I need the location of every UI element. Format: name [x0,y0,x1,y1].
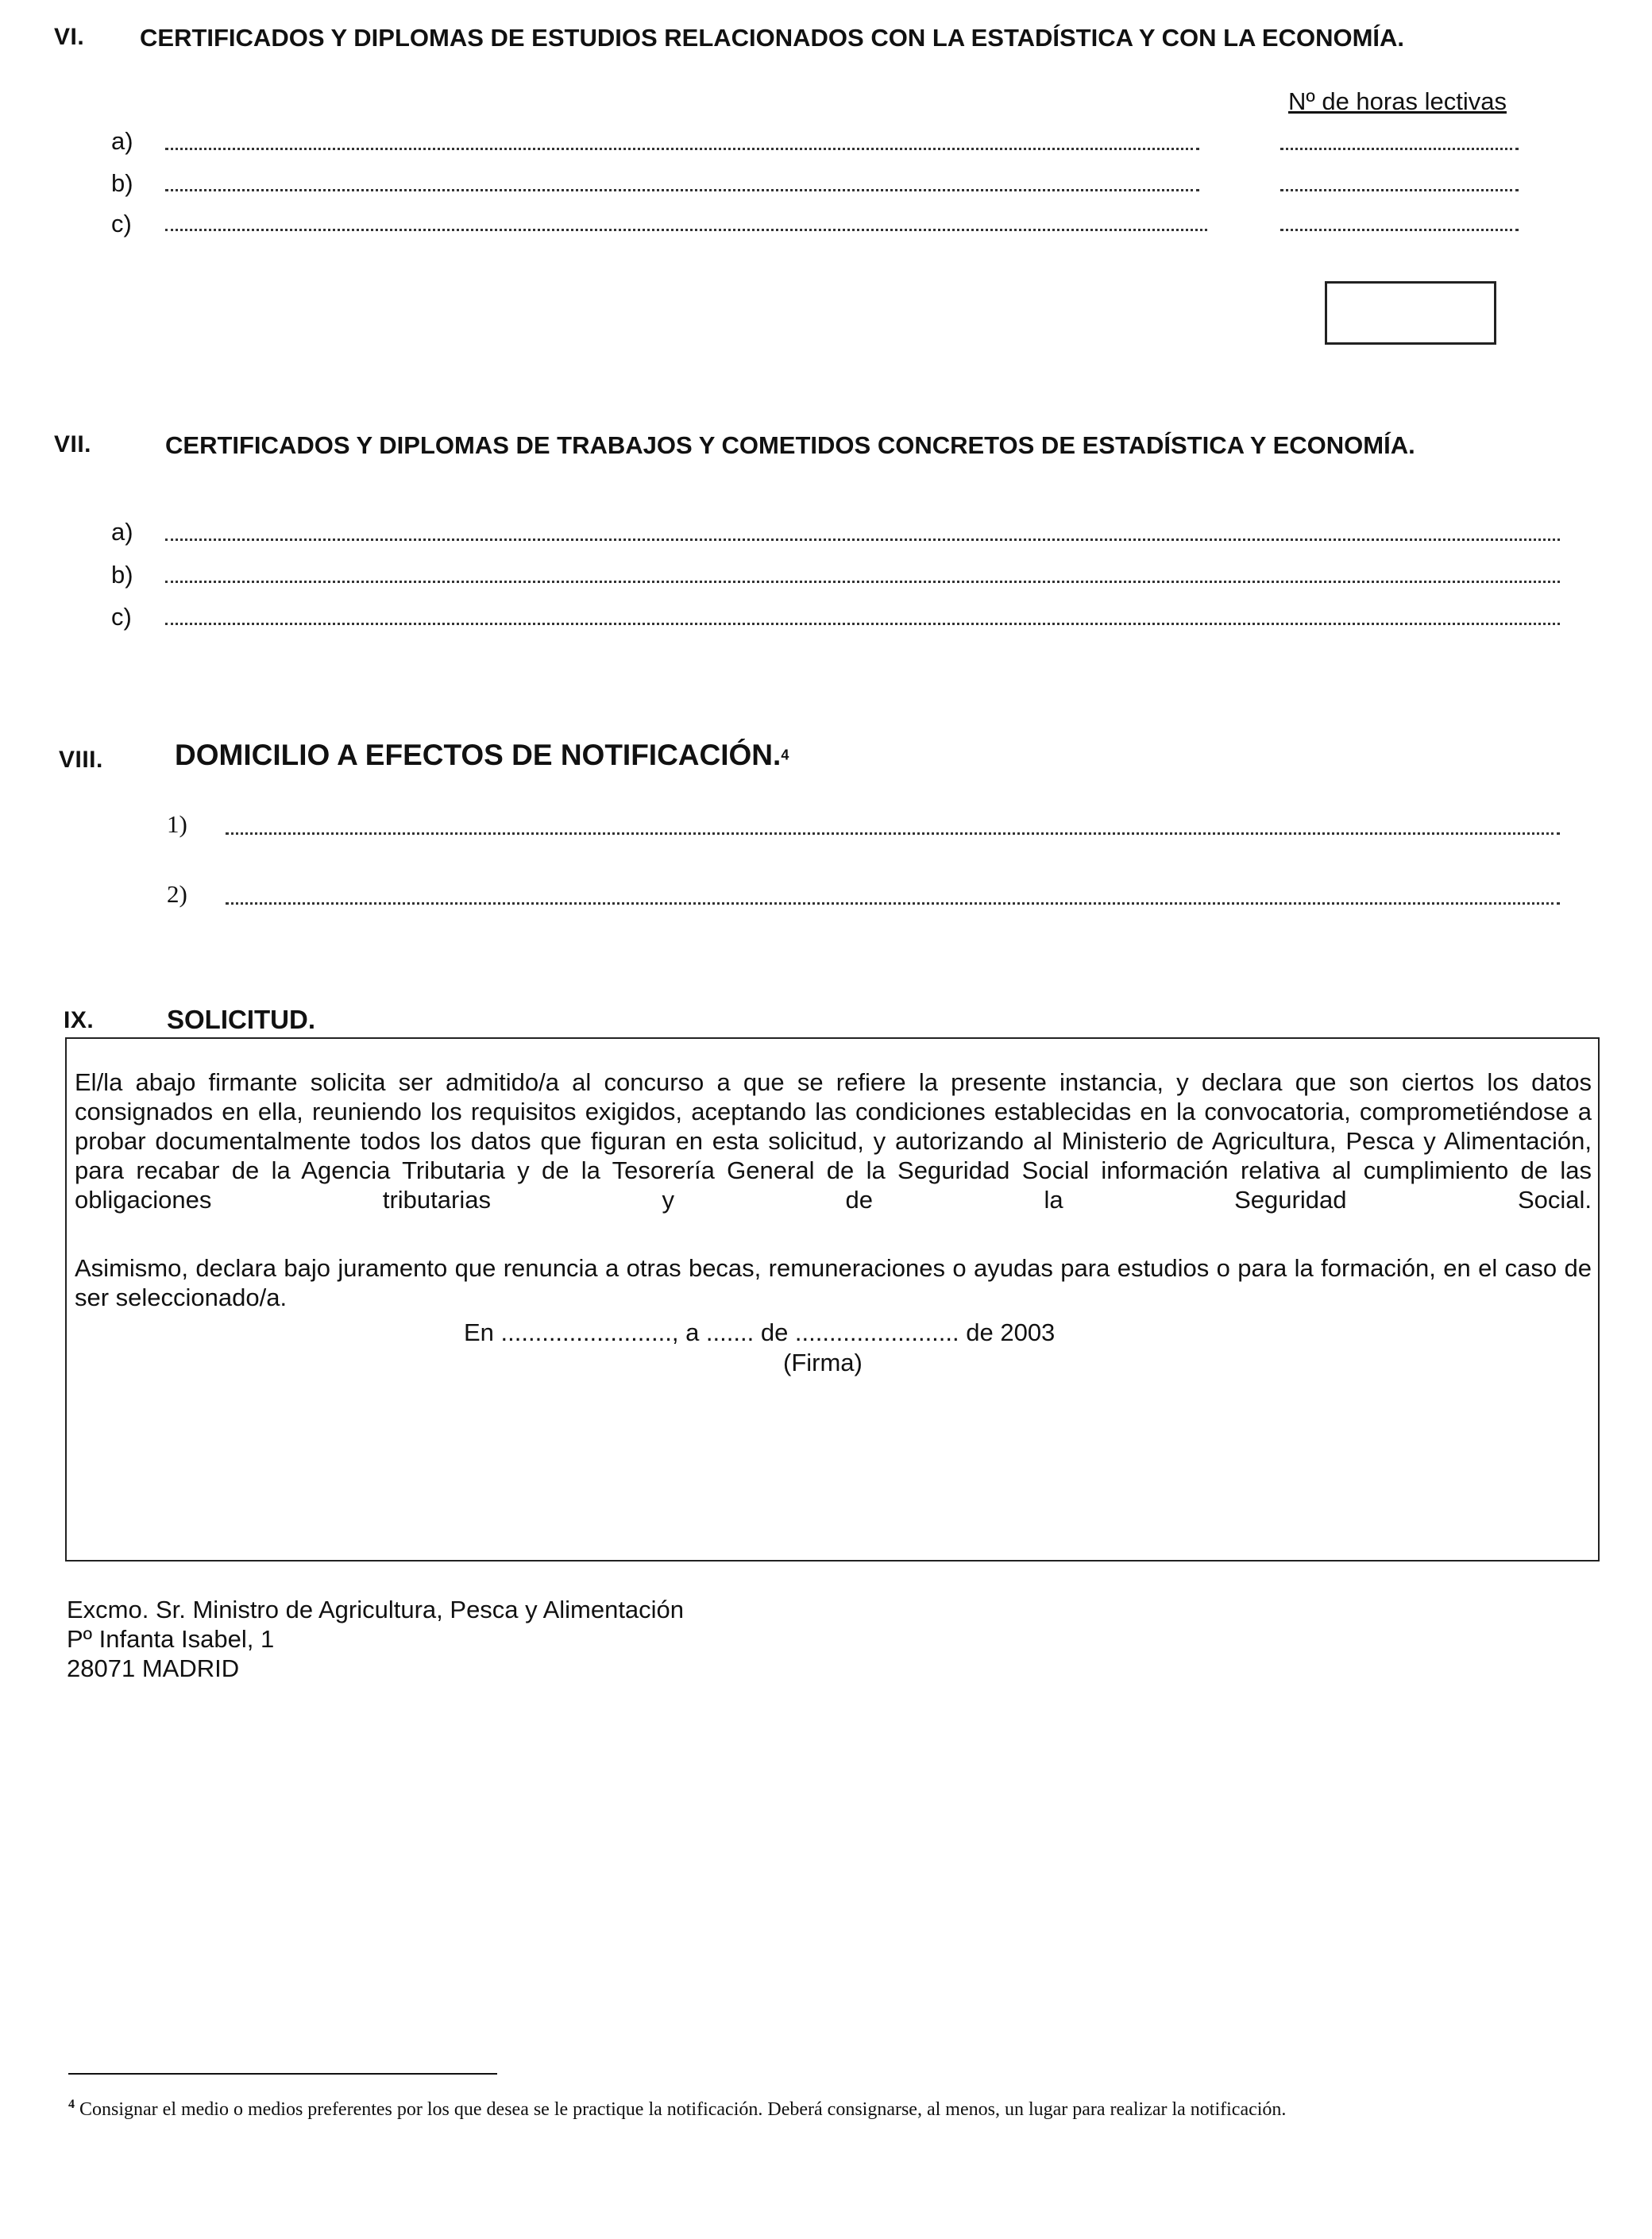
item-label-1: 1) [167,810,187,838]
course-field-a[interactable] [165,148,1199,150]
date-line[interactable]: En ........................., a ....... de ........................ de 2003 [464,1318,1056,1346]
item-label-c: c) [111,603,132,631]
item-label-2: 2) [167,880,187,908]
item-label-b: b) [111,169,133,197]
footnote-number: 4 [68,2098,75,2111]
footnote-text: Consignar el medio o medios preferentes por los que desea se le practique la notificación. Deberá consignarse, al menos, un lugar para realizar la notificación. [79,2099,1287,2120]
section-ix-title: SOLICITUD. [167,1005,315,1034]
footnote-ref: 4 [781,747,789,763]
hours-field-c[interactable] [1280,229,1519,231]
recipient-address [67,1595,684,1683]
section-vi-title: CERTIFICADOS Y DIPLOMAS DE ESTUDIOS RELACIONADOS CON LA ESTADÍSTICA Y CON LA ECONOMÍA. [140,24,1405,52]
solicitud-box [65,1037,1600,1562]
item-label-c: c) [111,210,132,237]
course-field-b[interactable] [165,189,1199,191]
hours-field-b[interactable] [1280,189,1519,191]
address-line-1: Excmo. Sr. Ministro de Agricultura, Pesca y Alimentación [67,1596,685,1623]
hours-header: Nº de horas lectivas [1288,87,1507,115]
section-vii-title: CERTIFICADOS Y DIPLOMAS DE TRABAJOS Y COMETIDOS CONCRETOS DE ESTADÍSTICA Y ECONOMÍA. [165,431,1415,459]
address-field-2[interactable] [226,902,1560,905]
section-viii-number: VIII. [59,747,103,773]
item-label-a: a) [111,518,133,546]
footnote-separator [68,2073,497,2075]
course-field-c[interactable] [165,229,1207,231]
work-field-c[interactable] [165,623,1560,625]
solicitud-paragraph-1: El/la abajo firmante solicita ser admitido/a al concurso a que se refiere la presente instancia, y declara que son ciertos los datos consignados en ella, reuniendo los requisitos exigidos, aceptando las condiciones establecidas en la convocatoria, comprometiéndose a probar documentalmente todos los datos que figuran en esta solicitud, y autorizando al Ministerio de Agricultura, Pesca y Alimentación, para recabar de la Agencia Tributaria y de la Tesorería General de la Seguridad Social información relativa al cumplimiento de las obligaciones tributarias y de la Seguridad Social. [75,1068,1592,1214]
section-viii-heading [175,739,789,772]
section-ix-number: IX. [64,1007,95,1033]
item-label-a: a) [111,127,133,155]
signature-area[interactable] [623,1388,1036,1531]
signature-label: (Firma) [783,1349,863,1376]
address-field-1[interactable] [226,832,1560,835]
footnote [68,2090,1590,2124]
hours-field-a[interactable] [1280,148,1519,150]
item-label-b: b) [111,561,133,589]
solicitud-paragraph-2: Asimismo, declara bajo juramento que renuncia a otras becas, remuneraciones o ayudas para estudios o para la formación, en el caso de ser seleccionado/a. [75,1254,1592,1311]
section-viii-title: DOMICILIO A EFECTOS DE NOTIFICACIÓN. [175,739,782,771]
work-field-a[interactable] [165,539,1560,541]
section-vi-number: VI. [54,24,85,50]
section-vii-number: VII. [54,431,92,457]
work-field-b[interactable] [165,581,1560,583]
hours-total-box[interactable] [1325,281,1496,345]
address-line-3: 28071 MADRID [67,1654,240,1682]
address-line-2: Pº Infanta Isabel, 1 [67,1625,275,1653]
